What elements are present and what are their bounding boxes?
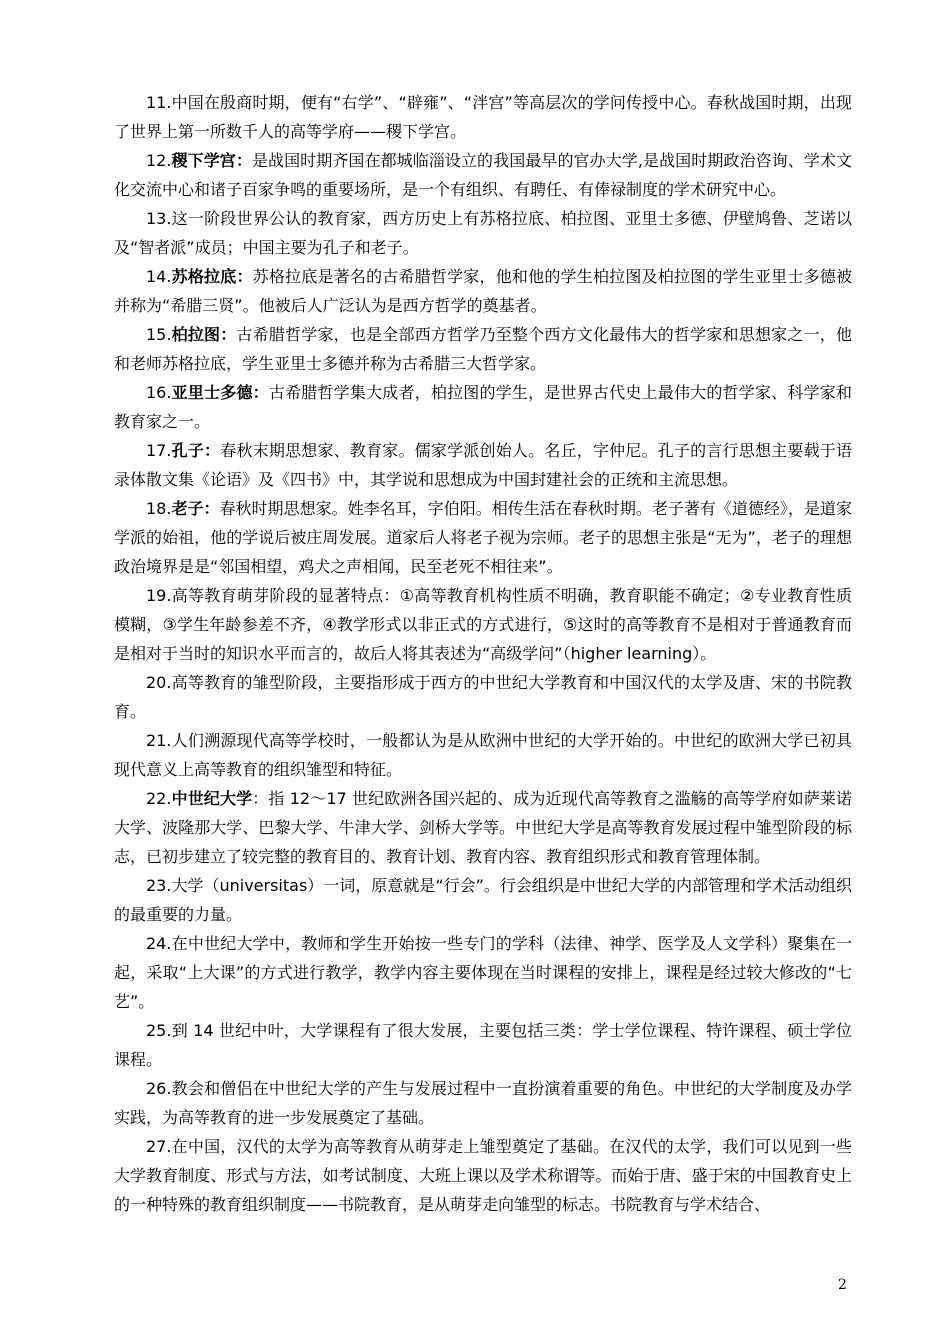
paragraph-text: 在中世纪大学中，教师和学生开始按一些专门的学科（法律、神学、医学及人文学科）聚集在一起，采取“上大课”的方式进行教学，教学内容主要体现在当时课程的安排上，课程是经过较大修改的“七艺”。 [114,934,852,1011]
paragraph [114,88,852,146]
paragraph [114,378,852,436]
paragraph-text: ：指 12～17 世纪欧洲各国兴起的、成为近现代高等教育之滥觞的高等学府如萨莱诺大学、波隆那大学、巴黎大学、牛津大学、剑桥大学等。中世纪大学是高等教育发展过程中雏型阶段的标志，已初步建立了较完整的教育目的、教育计划、教育内容、教育组织形式和教育管理体制。 [114,789,852,866]
paragraph-number: 25. [146,1021,172,1040]
page-number: 2 [838,1277,847,1293]
paragraph-text: 春秋时期思想家。姓李名耳，字伯阳。相传生活在春秋时期。老子著有《道德经》，是道家学派的始祖，他的学说后被庄周发展。道家后人将老子视为宗师。老子的思想主张是“无为”，老子的理想政治境界是是“邻国相望，鸡犬之声相闻，民至老死不相往来”。 [114,499,852,576]
paragraph-number: 13. [146,209,172,228]
paragraph-number: 11. [146,93,172,112]
paragraph-text: 在中国，汉代的太学为高等教育从萌芽走上雏型奠定了基础。在汉代的太学，我们可以见到一些大学教育制度、形式与方法，如考试制度、大班上课以及学术称谓等。而始于唐、盛于宋的中国教育史上的一种特殊的教育组织制度——书院教育，是从萌芽走向雏型的标志。书院教育与学术结合、 [114,1137,852,1214]
paragraph [114,668,852,726]
paragraph [114,436,852,494]
paragraph [114,320,852,378]
paragraph-text: 到 14 世纪中叶，大学课程有了很大发展，主要包括三类：学士学位课程、特许课程、硕士学位课程。 [114,1021,852,1069]
paragraph-text: 人们溯源现代高等学校时，一般都认为是从欧洲中世纪的大学开始的。中世纪的欧洲大学已初具现代意义上高等教育的组织雏型和特征。 [114,731,852,779]
paragraph-number: 18. [146,499,172,518]
paragraph [114,204,852,262]
paragraph-number: 20. [146,673,172,692]
paragraph [114,262,852,320]
paragraph-text: 高等教育的雏型阶段，主要指形成于西方的中世纪大学教育和中国汉代的太学及唐、宋的书院教育。 [114,673,852,721]
paragraph-text: 中国在殷商时期，便有“右学”、“辟雍”、“泮宫”等高层次的学问传授中心。春秋战国时期，出现了世界上第一所数千人的高等学府——稷下学宫。 [114,93,852,141]
paragraph [114,929,852,1016]
paragraph-text: 是战国时期齐国在都城临淄设立的我国最早的官办大学,是战国时期政治咨询、学术文化交流中心和诸子百家争鸣的重要场所，是一个有组织、有聘任、有俸禄制度的学术研究中心。 [114,151,852,199]
paragraph-number: 12. [146,151,172,170]
paragraph-text: 大学（universitas）一词，原意就是“行会”。行会组织是中世纪大学的内部管理和学术活动组织的最重要的力量。 [114,876,852,924]
paragraph-text: 这一阶段世界公认的教育家，西方历史上有苏格拉底、柏拉图、亚里士多德、伊壁鸠鲁、芝诺以及“智者派”成员；中国主要为孔子和老子。 [114,209,852,257]
paragraph-number: 15. [146,325,172,344]
paragraph-text: 高等教育萌芽阶段的显著特点：①高等教育机构性质不明确，教育职能不确定；②专业教育性质模糊，③学生年龄参差不齐，④教学形式以非正式的方式进行，⑤这时的高等教育不是相对于普通教育而是相对于当时的知识水平而言的，故后人将其表述为“高级学问”（higher learning）。 [114,586,852,663]
paragraph-number: 17. [146,441,172,460]
paragraph-term: 亚里士多德： [171,383,269,402]
paragraph-number: 19. [146,586,172,605]
paragraph-term: 中世纪大学 [171,789,253,808]
paragraph [114,494,852,581]
paragraph [114,871,852,929]
paragraph-text: 古希腊哲学家，也是全部西方哲学乃至整个西方文化最伟大的哲学家和思想家之一，他和老师苏格拉底，学生亚里士多德并称为古希腊三大哲学家。 [114,325,852,373]
paragraph [114,581,852,668]
paragraph [114,1132,852,1219]
document-body [114,88,852,1219]
paragraph [114,1016,852,1074]
paragraph-number: 27. [146,1137,172,1156]
paragraph-term: 孔子： [171,441,221,460]
paragraph-term: 稷下学宫： [171,151,252,170]
paragraph [114,1074,852,1132]
paragraph-term: 老子： [171,499,220,518]
paragraph-number: 26. [146,1079,172,1098]
paragraph-text: 春秋末期思想家、教育家。儒家学派创始人。名丘，字仲尼。孔子的言行思想主要载于语录体散文集《论语》及《四书》中，其学说和思想成为中国封建社会的正统和主流思想。 [114,441,852,489]
paragraph-number: 21. [146,731,172,750]
paragraph-number: 16. [146,383,172,402]
paragraph [114,146,852,204]
paragraph [114,726,852,784]
paragraph-text: 教会和僧侣在中世纪大学的产生与发展过程中一直扮演着重要的角色。中世纪的大学制度及办学实践，为高等教育的进一步发展奠定了基础。 [114,1079,852,1127]
paragraph-text: 苏格拉底是著名的古希腊哲学家，他和他的学生柏拉图及柏拉图的学生亚里士多德被并称为“希腊三贤”。他被后人广泛认为是西方哲学的奠基者。 [114,267,852,315]
paragraph-number: 23. [146,876,172,895]
paragraph-number: 14. [146,267,172,286]
paragraph-text: 古希腊哲学集大成者，柏拉图的学生，是世界古代史上最伟大的哲学家、科学家和教育家之一。 [114,383,852,431]
paragraph [114,784,852,871]
paragraph-term: 柏拉图： [171,325,237,344]
paragraph-number: 24. [146,934,172,953]
paragraph-number: 22. [146,789,172,808]
paragraph-term: 苏格拉底： [171,267,253,286]
